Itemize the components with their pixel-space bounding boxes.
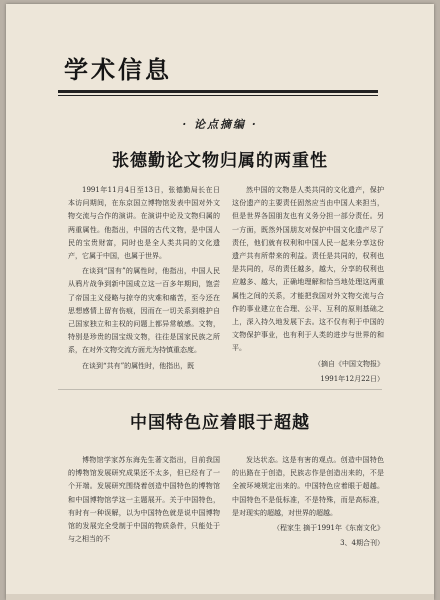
page-bottom-edge: [6, 594, 434, 600]
article-2-title: 中国特色应着眼于超越: [130, 413, 310, 433]
article-2-source: （程家生 摘于1991年《东南文化》: [272, 524, 384, 533]
article-1-paragraph: 1991年11月4日至13日，张德勤局长在日本访问期间，在东京国立博物馆发表中国对外文物交流与合作的演讲。在演讲中论及文物归属的两重属性。他指出，中国的古代文物，是中国人民的宝贵财富，同时也是全人类共同的文化遗产，它属于中国，也属于世界。: [68, 186, 220, 261]
column-label: · 论点摘编 ·: [182, 118, 258, 131]
article-1-paragraph: 在谈到“共有”的属性时，他指出，既: [82, 361, 195, 370]
article-2-column-right: [232, 454, 384, 550]
article-1-column-left: [68, 184, 220, 373]
article-1-column-right: [232, 184, 384, 386]
section-header-title: 学术信息: [64, 56, 172, 84]
document-page: [6, 4, 434, 600]
article-2-source-date: 3、4期合刊）: [340, 539, 384, 548]
article-1-source: （摘自《中国文物报》: [314, 359, 384, 368]
header-rule-thin: [58, 95, 378, 96]
article-divider: [58, 389, 382, 390]
article-2-paragraph: 发达状态。这是有害的观点。创造中国特色的出路在于创造，民族志作是创造出来的，不是全被环境规定出来的。中国特色应着眼于超越。中国特色不是低标准，不是特殊，而是高标准，是对现实的超越，对世界的超越。: [232, 456, 384, 517]
article-1-paragraph: 在谈到“国有”的属性时，他指出，中国人民从鸦片战争到新中国成立这一百多年期间，饱尝了帝国主义侵略与掠夺的灾难和痛苦，至今还在思想感情上留有伤痕，因而在一切关系到维护自己国家独立和主权的问题上都异常敏感。文物，特别是珍贵的国宝级文物，往往是国家民族之所系，在对外文物交流方面尤为持慎重态度。: [68, 267, 220, 355]
header-rule-thick: [58, 90, 378, 93]
article-1-paragraph: 然中国的文物是人类共同的文化遗产，保护这份遗产的主要责任固然应当由中国人来担当，但是世界各国朋友也有义务分担一部分责任。另一方面，既然外国朋友对保护中国文化遗产尽了责任，他们就有权利和中国人民一起来分享这份遗产共有所带来的利益。责任是共同的，权利也是共同的，尽的责任越多，越大，分享的权利也应越多、越大，正确地理解和恰当地处理这两重属性之间的关系，才能把我国对外文物交流与合作的事业建立在合理、公平、互利的原则基础之上，深入持久地发展下去。这不仅有利于中国的文物保护事业，也有利于人类的进步与世界的和平。: [232, 186, 384, 353]
article-1-title: 张德勤论文物归属的两重性: [112, 151, 328, 171]
article-2-column-left: [68, 454, 220, 546]
article-1-source-date: 1991年12月22日）: [320, 374, 384, 383]
article-2-paragraph: 博物馆学家苏东海先生著文指出，目前我国的博物馆发展研究成果还不太多，但已经有了一个开端。发展研究围绕着创造中国特色的博物馆和中国博物馆学这一主题展开。关于中国特色，有时有一种误解，以为中国特色就是说中国博物馆的发展完全受制于中国的物质条件，只能处于与之相当的不: [68, 456, 220, 544]
